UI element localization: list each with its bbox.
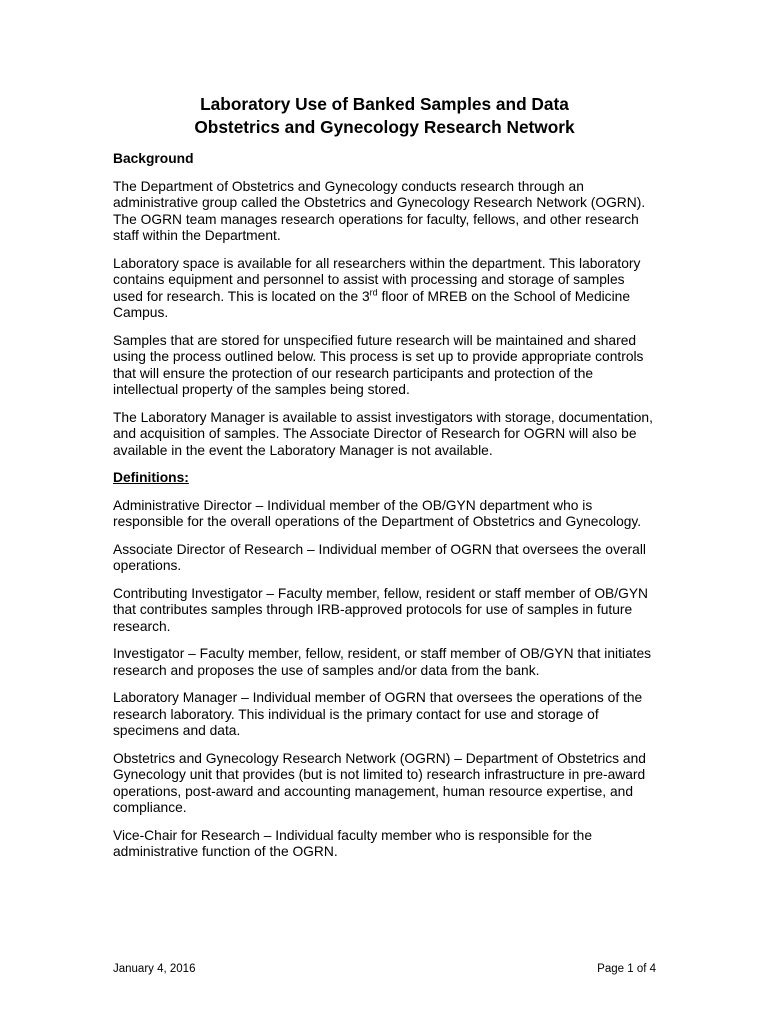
- paragraph-ogrn-intro: The Department of Obstetrics and Gynecology conducts research through an administrative group called the Obstetrics and Gynecology Research Network (OGRN). The OGRN team manages research operations for faculty, fellows, and other research staff within the Department.: [113, 178, 646, 243]
- definitions-heading: Definitions:: [113, 470, 189, 485]
- definition-ogrn: Obstetrics and Gynecology Research Network (OGRN) – Department of Obstetrics and Gynecology unit that provides (but is not limited to) research infrastructure in pre-award operations, post-award and accounting management, human resource expertise, and compliance.: [113, 750, 646, 815]
- paragraph-samples: Samples that are stored for unspecified future research will be maintained and shared using the process outlined below. This process is set up to provide appropriate controls that will ensure the protection of our research participants and protection of the intellectual property of the samples being stored.: [113, 332, 644, 397]
- document-title-line-2: Obstetrics and Gynecology Research Network: [194, 117, 575, 137]
- lab-space-text-a: Laboratory space is available for all researchers within the department. This laboratory contains equipment and personnel to assist with processing and storage of samples used for research. This is located on the 3: [113, 255, 641, 304]
- paragraph-lab-space: [113, 256, 658, 322]
- document-body: [113, 151, 658, 872]
- definition-administrative-director: Administrative Director – Individual member of the OB/GYN department who is responsible for the overall operations of the Department of Obstetrics and Gynecology.: [113, 497, 642, 529]
- definition-laboratory-manager: Laboratory Manager – Individual member of OGRN that oversees the operations of the research laboratory. This individual is the primary contact for use and storage of specimens and data.: [113, 690, 643, 738]
- paragraph-lab-manager: The Laboratory Manager is available to assist investigators with storage, documentation, and acquisition of samples. The Associate Director of Research for OGRN will also be available in the event the Laboratory Manager is not available.: [113, 409, 653, 458]
- definition-contributing-investigator: Contributing Investigator – Faculty member, fellow, resident or staff member of OB/GYN that contributes samples through IRB-approved protocols for use of samples in future research.: [113, 585, 648, 634]
- definition-investigator: Investigator – Faculty member, fellow, resident, or staff member of OB/GYN that initiates research and proposes the use of samples and/or data from the bank.: [113, 646, 652, 678]
- document-title-line-1: Laboratory Use of Banked Samples and Data: [200, 94, 569, 114]
- lab-space-text-b: floor of MREB on the School of Medicine Campus.: [113, 288, 630, 320]
- footer-date: January 4, 2016: [113, 963, 196, 975]
- definition-associate-director: Associate Director of Research – Individual member of OGRN that oversees the overall operations.: [113, 541, 646, 573]
- background-heading: Background: [113, 151, 194, 166]
- lab-space-superscript: rd: [369, 286, 378, 297]
- footer-page-number: Page 1 of 4: [597, 963, 656, 975]
- definition-vice-chair: Vice-Chair for Research – Individual faculty member who is responsible for the administrative function of the OGRN.: [113, 827, 593, 859]
